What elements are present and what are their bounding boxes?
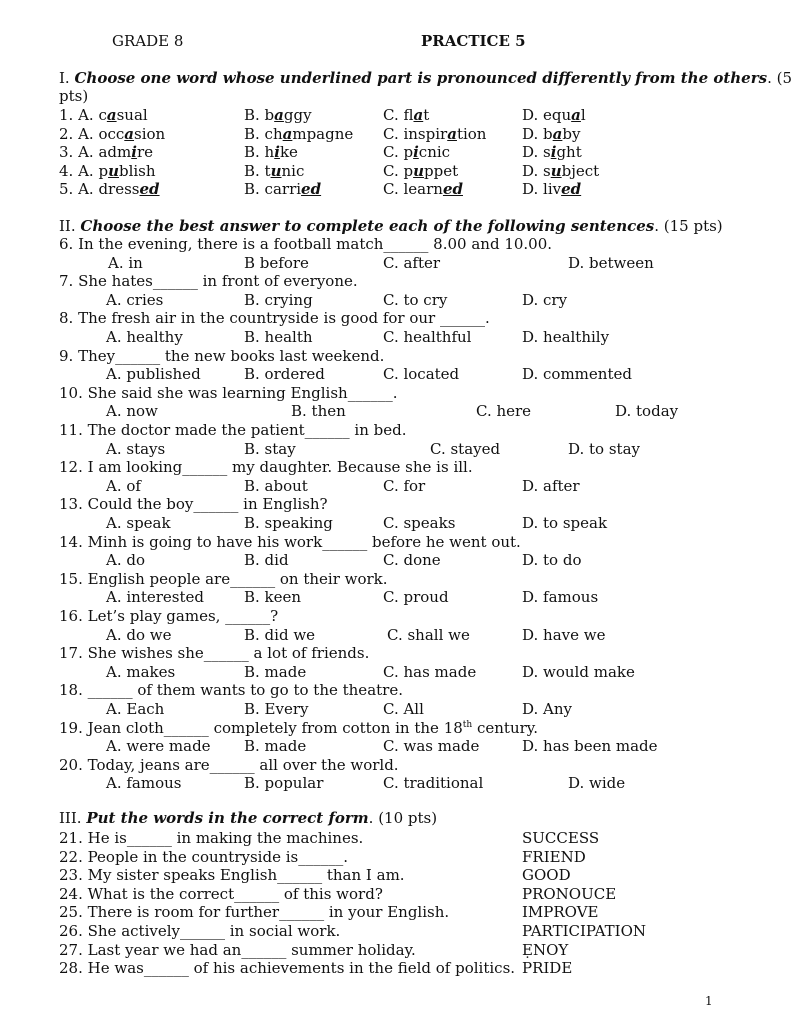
answer-9-c: C. located (383, 365, 460, 384)
section1-option-a: 2. A. occasion (59, 124, 166, 143)
section1-option-a: 3. A. admire (59, 143, 153, 162)
answer-17-d: D. would make (522, 662, 635, 681)
answer-9-b: B. ordered (244, 365, 325, 384)
underlined-sound: i (550, 143, 557, 162)
answer-6-d: D. between (568, 253, 654, 272)
answer-6-a: A. in (108, 253, 143, 272)
answer-16-c: C. shall we (387, 625, 470, 644)
answer-13-d: D. to speak (522, 514, 608, 532)
underlined-sound: a (413, 106, 424, 124)
answer-10-a: A. now (106, 402, 158, 421)
underlined-sound: u (270, 161, 282, 180)
section1-option-d: D. subject (522, 161, 600, 180)
answer-18-d: D. Any (522, 700, 572, 718)
answer-7-c: C. to cry (383, 290, 448, 309)
answer-18-c: C. All (383, 700, 424, 718)
section1-option-b: B. carried (244, 180, 322, 199)
answer-18-a: A. Each (106, 700, 165, 718)
answer-17-c: C. has made (383, 662, 477, 681)
question-11: 11. The doctor made the patient______ in bed. (59, 421, 407, 439)
question-7: 7. She hates______ in front of everyone. (59, 272, 358, 291)
underlined-sound: a (552, 124, 563, 143)
word-form-root-27: ẸNOY (522, 940, 569, 959)
section1-roman: I. (59, 69, 70, 87)
word-form-root-26: PARTICIPATION (522, 922, 646, 940)
answer-8-c: C. healthful (383, 328, 472, 346)
answer-12-c: C. for (383, 476, 426, 495)
answer-16-a: A. do we (106, 625, 172, 644)
answer-6-c: C. after (383, 253, 441, 272)
section1-option-a: 5. A. dressed (59, 180, 160, 199)
word-form-question-27: 27. Last year we had an______ summer holiday. (59, 940, 416, 959)
answer-19-a: A. were made (106, 737, 211, 756)
answer-19-c: C. was made (383, 737, 480, 756)
section1-option-a: 1. A. casual (59, 106, 148, 124)
answer-13-c: C. speaks (383, 514, 456, 532)
question-20: 20. Today, jeans are______ all over the world. (59, 755, 399, 774)
underlined-sound: ed (561, 180, 582, 199)
answer-14-c: C. done (383, 551, 441, 570)
underlined-sound: ed (139, 180, 160, 199)
underlined-sound: a (106, 106, 117, 124)
question-6: 6. In the evening, there is a football match______ 8.00 and 10.00. (59, 235, 553, 253)
underlined-sound: a (274, 106, 284, 124)
answer-20-d: D. wide (568, 774, 626, 793)
section2-heading (59, 217, 723, 235)
section1-option-d: D. sight (522, 143, 582, 162)
answer-20-c: C. traditional (383, 774, 484, 793)
answer-13-a: A. speak (106, 514, 171, 532)
question-12: 12. I am looking______ my daughter. Because she is ill. (59, 458, 473, 477)
question-9: 9. They______ the new books last weekend. (59, 346, 385, 365)
word-form-question-23: 23. My sister speaks English______ than I am. (59, 866, 405, 885)
answer-16-b: B. did we (244, 625, 316, 644)
section1-option-b: B. tunic (244, 161, 305, 180)
word-form-root-23: GOOD (522, 866, 571, 885)
word-form-root-24: PRONOUCE (522, 884, 617, 903)
section1-option-c: C. inspiration (383, 124, 487, 143)
question-17: 17. She wishes she______ a lot of friends. (59, 644, 370, 663)
underlined-sound: ed (442, 180, 463, 199)
word-form-question-26: 26. She actively______ in social work. (59, 922, 341, 940)
section1-option-c: C. picnic (383, 143, 451, 162)
section1-option-c: C. learned (383, 180, 463, 199)
section1-points-cont: pts) (59, 87, 89, 105)
word-form-root-28: PRIDE (522, 959, 573, 978)
underlined-sound: i (131, 143, 137, 162)
section2-points: . (15 pts) (654, 217, 723, 235)
question-13: 13. Could the boy______ in English? (59, 495, 328, 514)
section1-option-d: D. baby (522, 124, 581, 143)
word-form-root-25: IMPROVE (522, 903, 599, 922)
word-form-root-22: FRIEND (522, 847, 586, 866)
answer-8-a: A. healthy (106, 328, 183, 346)
answer-11-a: A. stays (106, 439, 166, 458)
answer-14-a: A. do (106, 551, 146, 570)
answer-19-b: B. made (244, 737, 307, 756)
answer-14-b: B. did (244, 551, 289, 570)
word-form-root-21: SUCCESS (522, 829, 600, 847)
word-form-question-22: 22. People in the countryside is______. (59, 847, 348, 866)
section1-points: . (5 (767, 69, 792, 87)
answer-17-a: A. makes (106, 662, 176, 681)
answer-12-d: D. after (522, 476, 580, 495)
answer-16-d: D. have we (522, 625, 606, 644)
section2-instruction: Choose the best answer to complete each of the following sentences (80, 217, 655, 235)
question-14: 14. Minh is going to have his work______ before he went out. (59, 532, 521, 551)
section1-instruction: Choose one word whose underlined part is pronounced differently from the others (74, 69, 768, 87)
answer-14-d: D. to do (522, 551, 582, 570)
question-16: 16. Let’s play games, ______? (59, 607, 279, 625)
answer-7-b: B. crying (244, 290, 313, 309)
section1-option-c: C. flat (383, 106, 430, 124)
answer-20-b: B. popular (244, 774, 324, 793)
answer-6-b: B before (244, 253, 309, 272)
section1-option-b: B. baggy (244, 106, 312, 124)
answer-7-a: A. cries (106, 290, 164, 309)
question-10: 10. She said she was learning English______. (59, 383, 398, 402)
answer-10-b: B. then (291, 402, 346, 421)
underlined-sound: i (274, 143, 280, 162)
answer-7-d: D. cry (522, 290, 568, 309)
section3-points: . (10 pts) (368, 809, 438, 827)
question-19: 19. Jean cloth______ completely from cotton in the 18th century. (59, 718, 539, 737)
section3-heading (59, 809, 437, 827)
page-number: 1 (705, 994, 713, 1008)
answer-12-a: A. of (106, 476, 141, 495)
answer-12-b: B. about (244, 476, 308, 495)
answer-19-d: D. has been made (522, 737, 658, 756)
section2-roman: II. (59, 217, 76, 235)
section1-option-c: C. puppet (383, 161, 459, 180)
answer-15-b: B. keen (244, 588, 302, 607)
answer-15-d: D. famous (522, 588, 599, 607)
answer-18-b: B. Every (244, 700, 309, 718)
answer-11-c: C. stayed (430, 439, 501, 458)
grade-label: GRADE 8 (112, 32, 184, 50)
word-form-question-25: 25. There is room for further______ in your English. (59, 903, 450, 922)
answer-9-d: D. commented (522, 365, 632, 384)
underlined-sound: a (124, 124, 135, 143)
question-8: 8. The fresh air in the countryside is good for our ______. (59, 309, 490, 328)
answer-11-d: D. to stay (568, 439, 640, 458)
word-form-question-28: 28. He was______ of his achievements in the field of politics. (59, 959, 516, 978)
underlined-sound: ed (301, 180, 322, 199)
practice-title: PRACTICE 5 (421, 32, 526, 50)
answer-10-d: D. today (615, 402, 679, 421)
section1-option-a: 4. A. publish (59, 161, 156, 180)
section1-option-b: B. hike (244, 143, 298, 162)
answer-10-c: C. here (476, 402, 532, 421)
section1-option-d: D. equal (522, 106, 586, 124)
underlined-sound: i (413, 143, 419, 162)
answer-8-b: B. health (244, 328, 313, 346)
section3-instruction: Put the words in the correct form (86, 809, 369, 827)
answer-15-a: A. interested (106, 588, 204, 607)
underlined-sound: a (282, 124, 293, 143)
underlined-sound: u (550, 161, 562, 180)
section1-option-d: D. lived (522, 180, 582, 199)
section1-heading (59, 69, 792, 87)
section1-option-b: B. champagne (244, 124, 354, 143)
underlined-sound: u (108, 161, 119, 180)
answer-20-a: A. famous (106, 774, 182, 793)
underlined-sound: u (413, 161, 424, 180)
answer-9-a: A. published (106, 365, 201, 384)
answer-15-c: C. proud (383, 588, 449, 607)
underlined-sound: a (571, 106, 581, 124)
word-form-question-24: 24. What is the correct______ of this word? (59, 884, 383, 903)
underlined-sound: a (447, 124, 457, 143)
answer-11-b: B. stay (244, 439, 296, 458)
section3-roman: III. (59, 809, 82, 827)
word-form-question-21: 21. He is______ in making the machines. (59, 829, 364, 847)
answer-13-b: B. speaking (244, 514, 333, 532)
answer-17-b: B. made (244, 662, 307, 681)
question-18: 18. ______ of them wants to go to the theatre. (59, 681, 403, 700)
answer-8-d: D. healthily (522, 328, 610, 346)
question-15: 15. English people are______ on their work. (59, 569, 388, 588)
